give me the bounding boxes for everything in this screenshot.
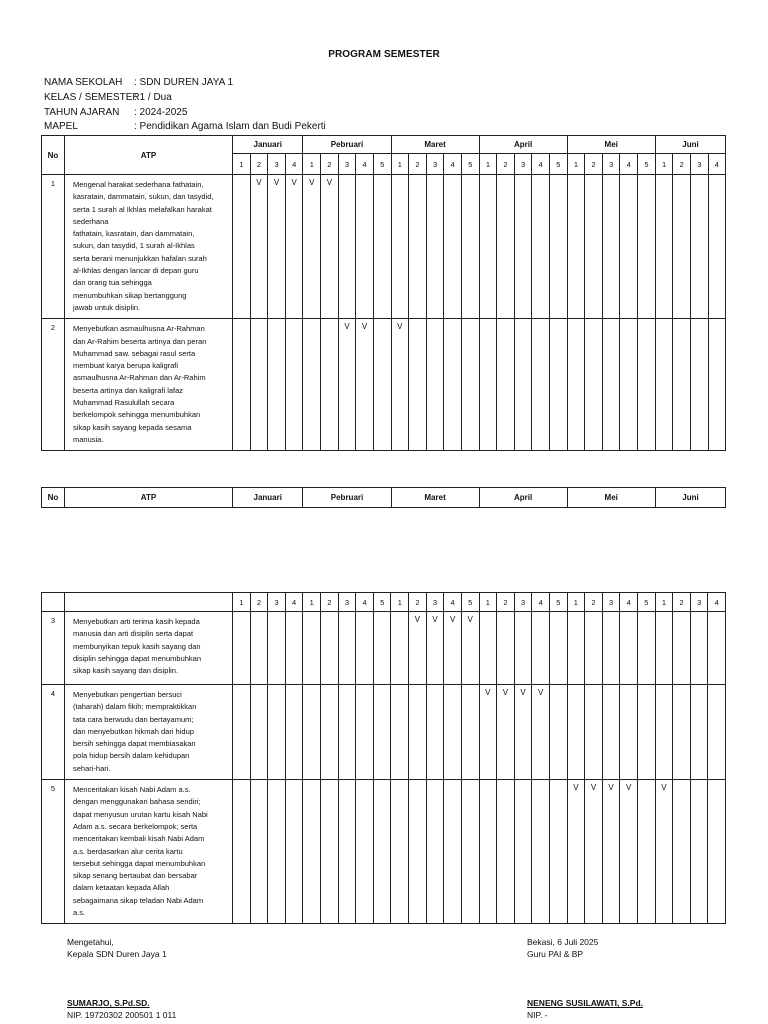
atp-text: Menyebutkan asmaulhusna Ar-Rahman dan Ar-Rahim beserta artinya dan peran Muhammad saw. sebagai rasul serta membuat karya berupa kaligrafi asmaulhusna Ar-Rahman dan Ar-Rahim beserta artinya dan kaligrafi lafaz Muhammad Rasulullah secara berkelompok sehingga menumbuhkan sikap kasih sayang kepada sesama manusia. [65, 319, 233, 451]
program-table-2 [41, 487, 726, 508]
schedule-cell [550, 319, 568, 451]
month-header-juni: Juni [655, 488, 725, 508]
week-number: 5 [461, 593, 479, 612]
schedule-cell [532, 780, 550, 924]
week-number: 3 [514, 154, 532, 175]
atp-text: Menyebutkan pengertian bersuci (taharah) dalam fikih; mempraktikkan tata cara berwudu dan bertayamum; dan menyebutkan hikmah dari hidup bersih sehingga dapat membiasakan pola hidup bersih dalam kehidupan sehari-hari. [65, 685, 233, 780]
schedule-cell [338, 175, 356, 319]
week-number: 5 [638, 154, 656, 175]
month-header-mei: Mei [567, 488, 655, 508]
schedule-cell [638, 780, 656, 924]
week-number: 5 [550, 154, 568, 175]
week-number: 3 [338, 593, 356, 612]
schedule-cell [638, 175, 656, 319]
week-number: 1 [479, 593, 497, 612]
schedule-cell [409, 175, 427, 319]
schedule-cell [567, 612, 585, 685]
schedule-mark: V [409, 612, 427, 685]
schedule-cell [549, 780, 567, 924]
atp-text: Menyebutkan arti terima kasih kepada manusia dan arti disiplin serta dapat membunyikan tepuk kasih sayang dan disiplin sehingga dapat menumbuhkan sikap kasih sayang dan disiplin. [65, 612, 233, 685]
schedule-cell [285, 612, 303, 685]
week-number: 4 [620, 154, 638, 175]
schedule-cell [690, 612, 708, 685]
schedule-cell [567, 319, 585, 451]
week-number: 4 [708, 593, 726, 612]
schedule-cell [461, 780, 479, 924]
schedule-cell [673, 612, 691, 685]
schedule-cell [268, 612, 286, 685]
week-number: 3 [268, 154, 286, 175]
week-number: 5 [549, 593, 567, 612]
week-number: 3 [426, 593, 444, 612]
schedule-cell [690, 175, 708, 319]
schedule-cell [479, 612, 497, 685]
schedule-cell [549, 612, 567, 685]
week-number: 4 [532, 154, 550, 175]
schedule-cell [620, 612, 638, 685]
signature-left [67, 936, 167, 960]
signature-left-name-block [67, 997, 176, 1021]
header-no-blank [42, 593, 65, 612]
week-number: 4 [708, 154, 726, 175]
schedule-cell [479, 780, 497, 924]
info-value: : 1 / Dua [134, 92, 172, 103]
schedule-mark: V [620, 780, 638, 924]
schedule-mark: V [268, 175, 286, 319]
info-label: NAMA SEKOLAH [44, 77, 123, 88]
week-number: 4 [444, 593, 462, 612]
row-number: 3 [42, 612, 65, 685]
schedule-cell [620, 175, 638, 319]
schedule-cell [321, 780, 339, 924]
week-number: 2 [497, 154, 515, 175]
schedule-cell [567, 175, 585, 319]
schedule-cell [585, 612, 603, 685]
signature-right-name: NENENG SUSILAWATI, S.Pd. [527, 998, 644, 1008]
week-number: 4 [285, 154, 303, 175]
week-number: 4 [444, 154, 462, 175]
schedule-cell [461, 175, 479, 319]
schedule-cell [708, 612, 726, 685]
schedule-cell [602, 685, 620, 780]
schedule-cell [409, 319, 427, 451]
schedule-cell [356, 685, 374, 780]
table-row [42, 612, 726, 685]
schedule-cell [250, 685, 268, 780]
week-number: 3 [426, 154, 444, 175]
schedule-mark: V [461, 612, 479, 685]
week-number: 1 [391, 593, 409, 612]
schedule-cell [514, 612, 532, 685]
schedule-cell [233, 685, 251, 780]
schedule-cell [233, 780, 251, 924]
schedule-cell [303, 319, 321, 451]
schedule-cell [373, 612, 391, 685]
week-number: 1 [567, 593, 585, 612]
week-number: 1 [655, 593, 673, 612]
schedule-cell [690, 319, 708, 451]
schedule-mark: V [426, 612, 444, 685]
schedule-cell [233, 175, 251, 319]
schedule-cell [250, 612, 268, 685]
week-number: 5 [461, 154, 479, 175]
schedule-cell [285, 685, 303, 780]
atp-text: Menceritakan kisah Nabi Adam a.s. dengan menggunakan bahasa sendiri; dapat menyusun urutan kartu kisah Nabi Adam a.s. secara berkelompok; serta menceritakan kembali kisah Nabi Adam a.s. berdasarkan alur cerita kartu tersebut sehingga dapat menumbuhkan sikap senang bertaubat dan bersabar dalam ketaatan kepada Allah sebagaimana sikap teladan Nabi Adam a.s. [65, 780, 233, 924]
schedule-mark: V [391, 319, 409, 451]
schedule-cell [532, 319, 550, 451]
schedule-cell [426, 319, 444, 451]
schedule-mark: V [655, 780, 673, 924]
week-number: 4 [356, 593, 374, 612]
schedule-mark: V [285, 175, 303, 319]
schedule-mark: V [497, 685, 515, 780]
schedule-mark: V [567, 780, 585, 924]
week-number: 2 [409, 154, 427, 175]
row-number: 1 [42, 175, 65, 319]
schedule-cell [444, 319, 462, 451]
schedule-mark: V [303, 175, 321, 319]
schedule-mark: V [514, 685, 532, 780]
week-number: 3 [268, 593, 286, 612]
week-number: 2 [673, 154, 691, 175]
schedule-cell [673, 319, 691, 451]
schedule-cell [638, 319, 656, 451]
schedule-cell [479, 319, 497, 451]
schedule-cell [356, 175, 374, 319]
schedule-cell [550, 175, 568, 319]
schedule-cell [268, 685, 286, 780]
schedule-cell [461, 319, 479, 451]
header-atp: ATP [65, 488, 233, 508]
schedule-cell [233, 319, 251, 451]
month-header-mei: Mei [567, 136, 655, 154]
signature-left-name: SUMARJO, S.Pd.SD. [67, 998, 150, 1008]
program-table-3 [41, 592, 726, 924]
schedule-cell [532, 175, 550, 319]
week-number: 2 [409, 593, 427, 612]
schedule-cell [690, 685, 708, 780]
schedule-cell [673, 175, 691, 319]
week-number: 4 [285, 593, 303, 612]
signature-right-line2: Guru PAI & BP [527, 949, 584, 959]
schedule-mark: V [250, 175, 268, 319]
week-number: 1 [655, 154, 673, 175]
month-header-maret: Maret [391, 136, 479, 154]
schedule-cell [532, 612, 550, 685]
schedule-cell [250, 780, 268, 924]
schedule-cell [549, 685, 567, 780]
schedule-cell [391, 780, 409, 924]
signature-right-line1: Bekasi, 6 Juli 2025 [527, 937, 599, 947]
schedule-cell [602, 612, 620, 685]
schedule-cell [567, 685, 585, 780]
week-number: 1 [233, 154, 251, 175]
program-table-1 [41, 135, 726, 451]
atp-text: Mengenal harakat sederhana fathatain, kasratain, dammatain, sukun, dan tasydid, serta 1 surah al Ikhlas melafalkan harakat sederhana fathatain, kasratain, dan dammatain, sukun, dan tasydid, 1 surah al-Ikhlas serta berani menunjukkan hafalan surah al-Ikhlas dengan lancar di depan guru dan orang tua sehingga menumbuhkan sikap bertanggung jawab untuk disiplin. [65, 175, 233, 319]
schedule-cell [444, 685, 462, 780]
header-no: No [42, 136, 65, 175]
schedule-cell [655, 175, 673, 319]
info-label: MAPEL [44, 121, 78, 132]
schedule-cell [461, 685, 479, 780]
schedule-cell [655, 319, 673, 451]
month-header-juni: Juni [655, 136, 725, 154]
schedule-cell [426, 780, 444, 924]
schedule-mark: V [321, 175, 339, 319]
week-number: 3 [514, 593, 532, 612]
schedule-cell [514, 780, 532, 924]
signature-left-line2: Kepala SDN Duren Jaya 1 [67, 949, 167, 959]
week-number: 3 [602, 593, 620, 612]
week-number: 4 [532, 593, 550, 612]
schedule-cell [514, 175, 532, 319]
schedule-cell [497, 780, 515, 924]
schedule-cell [373, 685, 391, 780]
week-number: 2 [673, 593, 691, 612]
week-number: 2 [250, 593, 268, 612]
schedule-cell [620, 319, 638, 451]
schedule-cell [708, 175, 726, 319]
week-number: 1 [391, 154, 409, 175]
signature-right [527, 936, 598, 960]
schedule-cell [409, 685, 427, 780]
info-value: : 2024-2025 [134, 107, 188, 118]
schedule-cell [268, 319, 286, 451]
signature-right-nip: NIP. - [527, 1010, 548, 1020]
info-year [44, 107, 187, 119]
table-row [42, 780, 726, 924]
schedule-cell [602, 319, 620, 451]
schedule-cell [708, 685, 726, 780]
schedule-cell [708, 780, 726, 924]
schedule-cell [233, 612, 251, 685]
schedule-cell [303, 685, 321, 780]
signature-right-name-block [527, 997, 643, 1021]
schedule-cell [321, 685, 339, 780]
schedule-cell [497, 612, 515, 685]
schedule-cell [356, 780, 374, 924]
row-number: 2 [42, 319, 65, 451]
schedule-cell [391, 685, 409, 780]
schedule-cell [638, 612, 656, 685]
schedule-cell [338, 685, 356, 780]
schedule-cell [585, 319, 603, 451]
schedule-mark: V [356, 319, 374, 451]
info-value: : SDN DUREN JAYA 1 [134, 77, 234, 88]
month-header-april: April [479, 136, 567, 154]
schedule-cell [391, 612, 409, 685]
table-row [42, 175, 726, 319]
info-label: KELAS / SEMESTER [44, 92, 140, 103]
month-header-januari: Januari [233, 488, 303, 508]
schedule-cell [602, 175, 620, 319]
schedule-cell [426, 685, 444, 780]
week-number: 2 [585, 154, 603, 175]
month-header-pebruari: Pebruari [303, 136, 391, 154]
schedule-cell [444, 780, 462, 924]
schedule-cell [708, 319, 726, 451]
schedule-cell [620, 685, 638, 780]
info-class [44, 92, 172, 104]
week-number: 3 [602, 154, 620, 175]
week-number: 1 [479, 154, 497, 175]
row-number: 5 [42, 780, 65, 924]
schedule-cell [250, 319, 268, 451]
schedule-cell [444, 175, 462, 319]
week-number: 2 [250, 154, 268, 175]
page-title: PROGRAM SEMESTER [328, 49, 440, 60]
schedule-cell [655, 685, 673, 780]
week-number: 1 [303, 154, 321, 175]
week-number: 5 [373, 593, 391, 612]
week-number: 3 [338, 154, 356, 175]
schedule-cell [655, 612, 673, 685]
schedule-cell [373, 780, 391, 924]
schedule-mark: V [444, 612, 462, 685]
week-number: 2 [585, 593, 603, 612]
schedule-mark: V [602, 780, 620, 924]
week-number: 2 [321, 154, 339, 175]
schedule-cell [373, 319, 391, 451]
week-number: 1 [567, 154, 585, 175]
schedule-cell [673, 780, 691, 924]
week-number: 5 [638, 593, 656, 612]
table-row [42, 319, 726, 451]
schedule-cell [321, 612, 339, 685]
schedule-cell [638, 685, 656, 780]
schedule-cell [356, 612, 374, 685]
week-number: 1 [303, 593, 321, 612]
schedule-cell [409, 780, 427, 924]
schedule-cell [690, 780, 708, 924]
info-subject [44, 121, 326, 133]
schedule-cell [321, 319, 339, 451]
week-number: 1 [233, 593, 251, 612]
header-no: No [42, 488, 65, 508]
schedule-cell [673, 685, 691, 780]
week-number: 3 [690, 154, 708, 175]
week-number: 4 [356, 154, 374, 175]
schedule-cell [497, 319, 515, 451]
schedule-cell [268, 780, 286, 924]
signature-left-nip: NIP. 19720302 200501 1 011 [67, 1010, 177, 1020]
info-label: TAHUN AJARAN [44, 107, 120, 118]
month-header-januari: Januari [233, 136, 303, 154]
month-header-pebruari: Pebruari [303, 488, 391, 508]
schedule-mark: V [585, 780, 603, 924]
schedule-cell [514, 319, 532, 451]
schedule-cell [285, 780, 303, 924]
week-number: 2 [321, 593, 339, 612]
info-school [44, 77, 233, 89]
month-header-april: April [479, 488, 567, 508]
schedule-cell [338, 612, 356, 685]
schedule-cell [285, 319, 303, 451]
schedule-mark: V [338, 319, 356, 451]
schedule-cell [426, 175, 444, 319]
week-number: 3 [690, 593, 708, 612]
schedule-cell [303, 780, 321, 924]
schedule-cell [497, 175, 515, 319]
schedule-cell [391, 175, 409, 319]
schedule-cell [585, 685, 603, 780]
week-number: 4 [620, 593, 638, 612]
week-number: 5 [373, 154, 391, 175]
row-number: 4 [42, 685, 65, 780]
header-atp-blank [65, 593, 233, 612]
schedule-cell [303, 612, 321, 685]
schedule-mark: V [479, 685, 497, 780]
schedule-cell [479, 175, 497, 319]
week-number: 2 [497, 593, 515, 612]
schedule-mark: V [532, 685, 550, 780]
table-row [42, 685, 726, 780]
schedule-cell [585, 175, 603, 319]
signature-left-line1: Mengetahui, [67, 937, 114, 947]
month-header-maret: Maret [391, 488, 479, 508]
header-atp: ATP [65, 136, 233, 175]
schedule-cell [373, 175, 391, 319]
schedule-cell [338, 780, 356, 924]
info-value: : Pendidikan Agama Islam dan Budi Pekerti [134, 121, 326, 132]
